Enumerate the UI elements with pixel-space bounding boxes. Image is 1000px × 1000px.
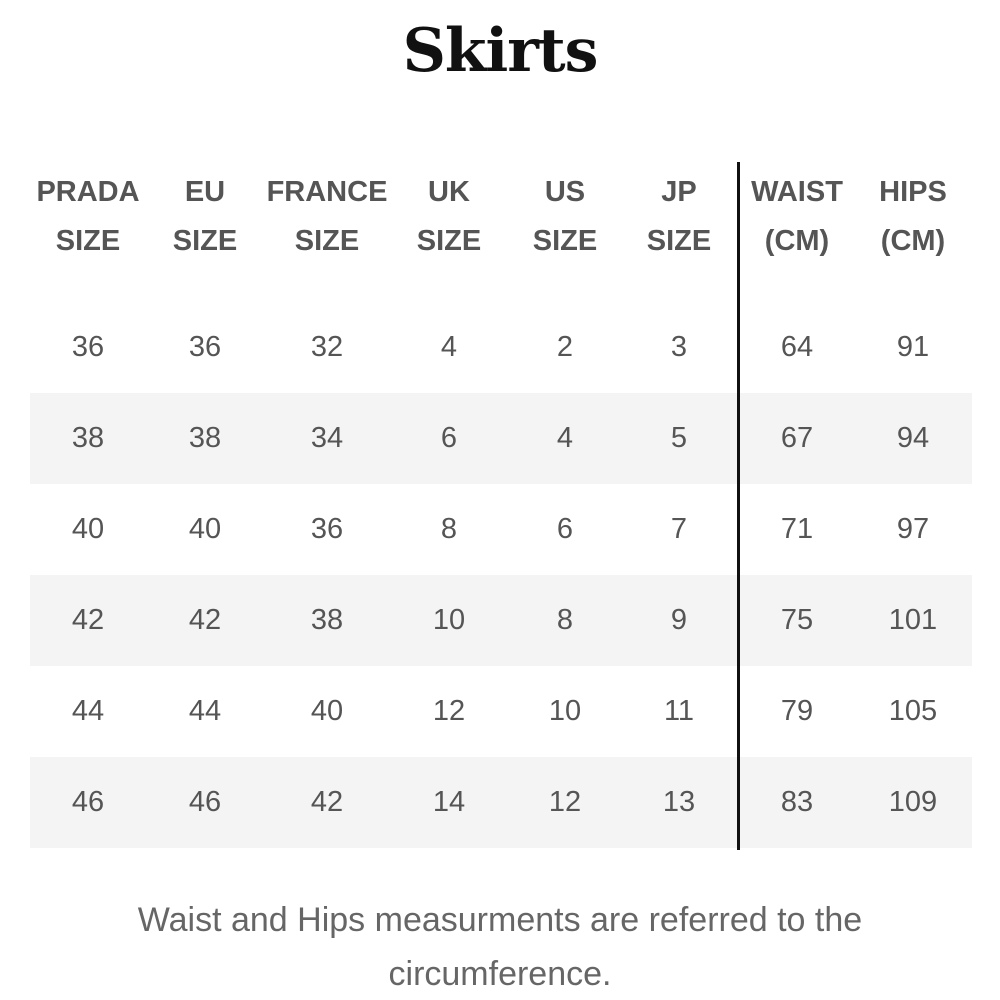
table-row <box>30 484 972 575</box>
table-row <box>30 302 972 393</box>
cell-uk: 12 <box>432 695 466 727</box>
cell-jp: 7 <box>670 513 688 545</box>
cell-us: 8 <box>556 604 574 636</box>
cell-eu: 36 <box>188 331 222 363</box>
cell-uk: 14 <box>432 786 466 818</box>
cell-jp: 13 <box>662 786 696 818</box>
cell-france: 32 <box>310 331 344 363</box>
cell-hips: 109 <box>888 786 938 818</box>
cell-eu: 38 <box>188 422 222 454</box>
cell-us: 6 <box>556 513 574 545</box>
measurement-note: Waist and Hips measurments are referred to the circumference. <box>137 901 863 993</box>
column-divider <box>737 162 740 850</box>
cell-prada: 46 <box>71 786 105 818</box>
cell-waist: 71 <box>780 513 814 545</box>
cell-jp: 3 <box>670 331 688 363</box>
size-table <box>30 162 972 848</box>
header-us-size: US SIZE <box>532 176 598 257</box>
header-prada-size: PRADA SIZE <box>36 176 140 257</box>
cell-waist: 67 <box>780 422 814 454</box>
table-row <box>30 757 972 848</box>
header-hips-cm: HIPS (CM) <box>879 176 947 257</box>
table-row <box>30 575 972 666</box>
cell-uk: 6 <box>440 422 458 454</box>
cell-jp: 9 <box>670 604 688 636</box>
cell-france: 36 <box>310 513 344 545</box>
table-row <box>30 393 972 484</box>
cell-france: 42 <box>310 786 344 818</box>
cell-jp: 5 <box>670 422 688 454</box>
table-header-row <box>30 162 972 302</box>
cell-waist: 75 <box>780 604 814 636</box>
cell-hips: 94 <box>896 422 930 454</box>
cell-eu: 46 <box>188 786 222 818</box>
cell-hips: 91 <box>896 331 930 363</box>
cell-prada: 38 <box>71 422 105 454</box>
cell-france: 34 <box>310 422 344 454</box>
header-eu-size: EU SIZE <box>172 176 238 257</box>
cell-france: 38 <box>310 604 344 636</box>
cell-uk: 10 <box>432 604 466 636</box>
cell-waist: 79 <box>780 695 814 727</box>
cell-eu: 44 <box>188 695 222 727</box>
cell-france: 40 <box>310 695 344 727</box>
cell-waist: 64 <box>780 331 814 363</box>
cell-us: 2 <box>556 331 574 363</box>
cell-us: 12 <box>548 786 582 818</box>
table-row <box>30 666 972 757</box>
cell-hips: 97 <box>896 513 930 545</box>
page-title: Skirts <box>402 16 598 86</box>
cell-eu: 40 <box>188 513 222 545</box>
cell-uk: 8 <box>440 513 458 545</box>
cell-prada: 36 <box>71 331 105 363</box>
cell-hips: 105 <box>888 695 938 727</box>
cell-waist: 83 <box>780 786 814 818</box>
header-waist-cm: WAIST (CM) <box>751 176 843 257</box>
header-uk-size: UK SIZE <box>416 176 482 257</box>
cell-eu: 42 <box>188 604 222 636</box>
cell-uk: 4 <box>440 331 458 363</box>
cell-us: 4 <box>556 422 574 454</box>
header-france-size: FRANCE SIZE <box>266 176 388 257</box>
cell-prada: 44 <box>71 695 105 727</box>
cell-prada: 42 <box>71 604 105 636</box>
cell-hips: 101 <box>888 604 938 636</box>
header-jp-size: JP SIZE <box>646 176 712 257</box>
cell-us: 10 <box>548 695 582 727</box>
cell-jp: 11 <box>663 695 695 727</box>
cell-prada: 40 <box>71 513 105 545</box>
